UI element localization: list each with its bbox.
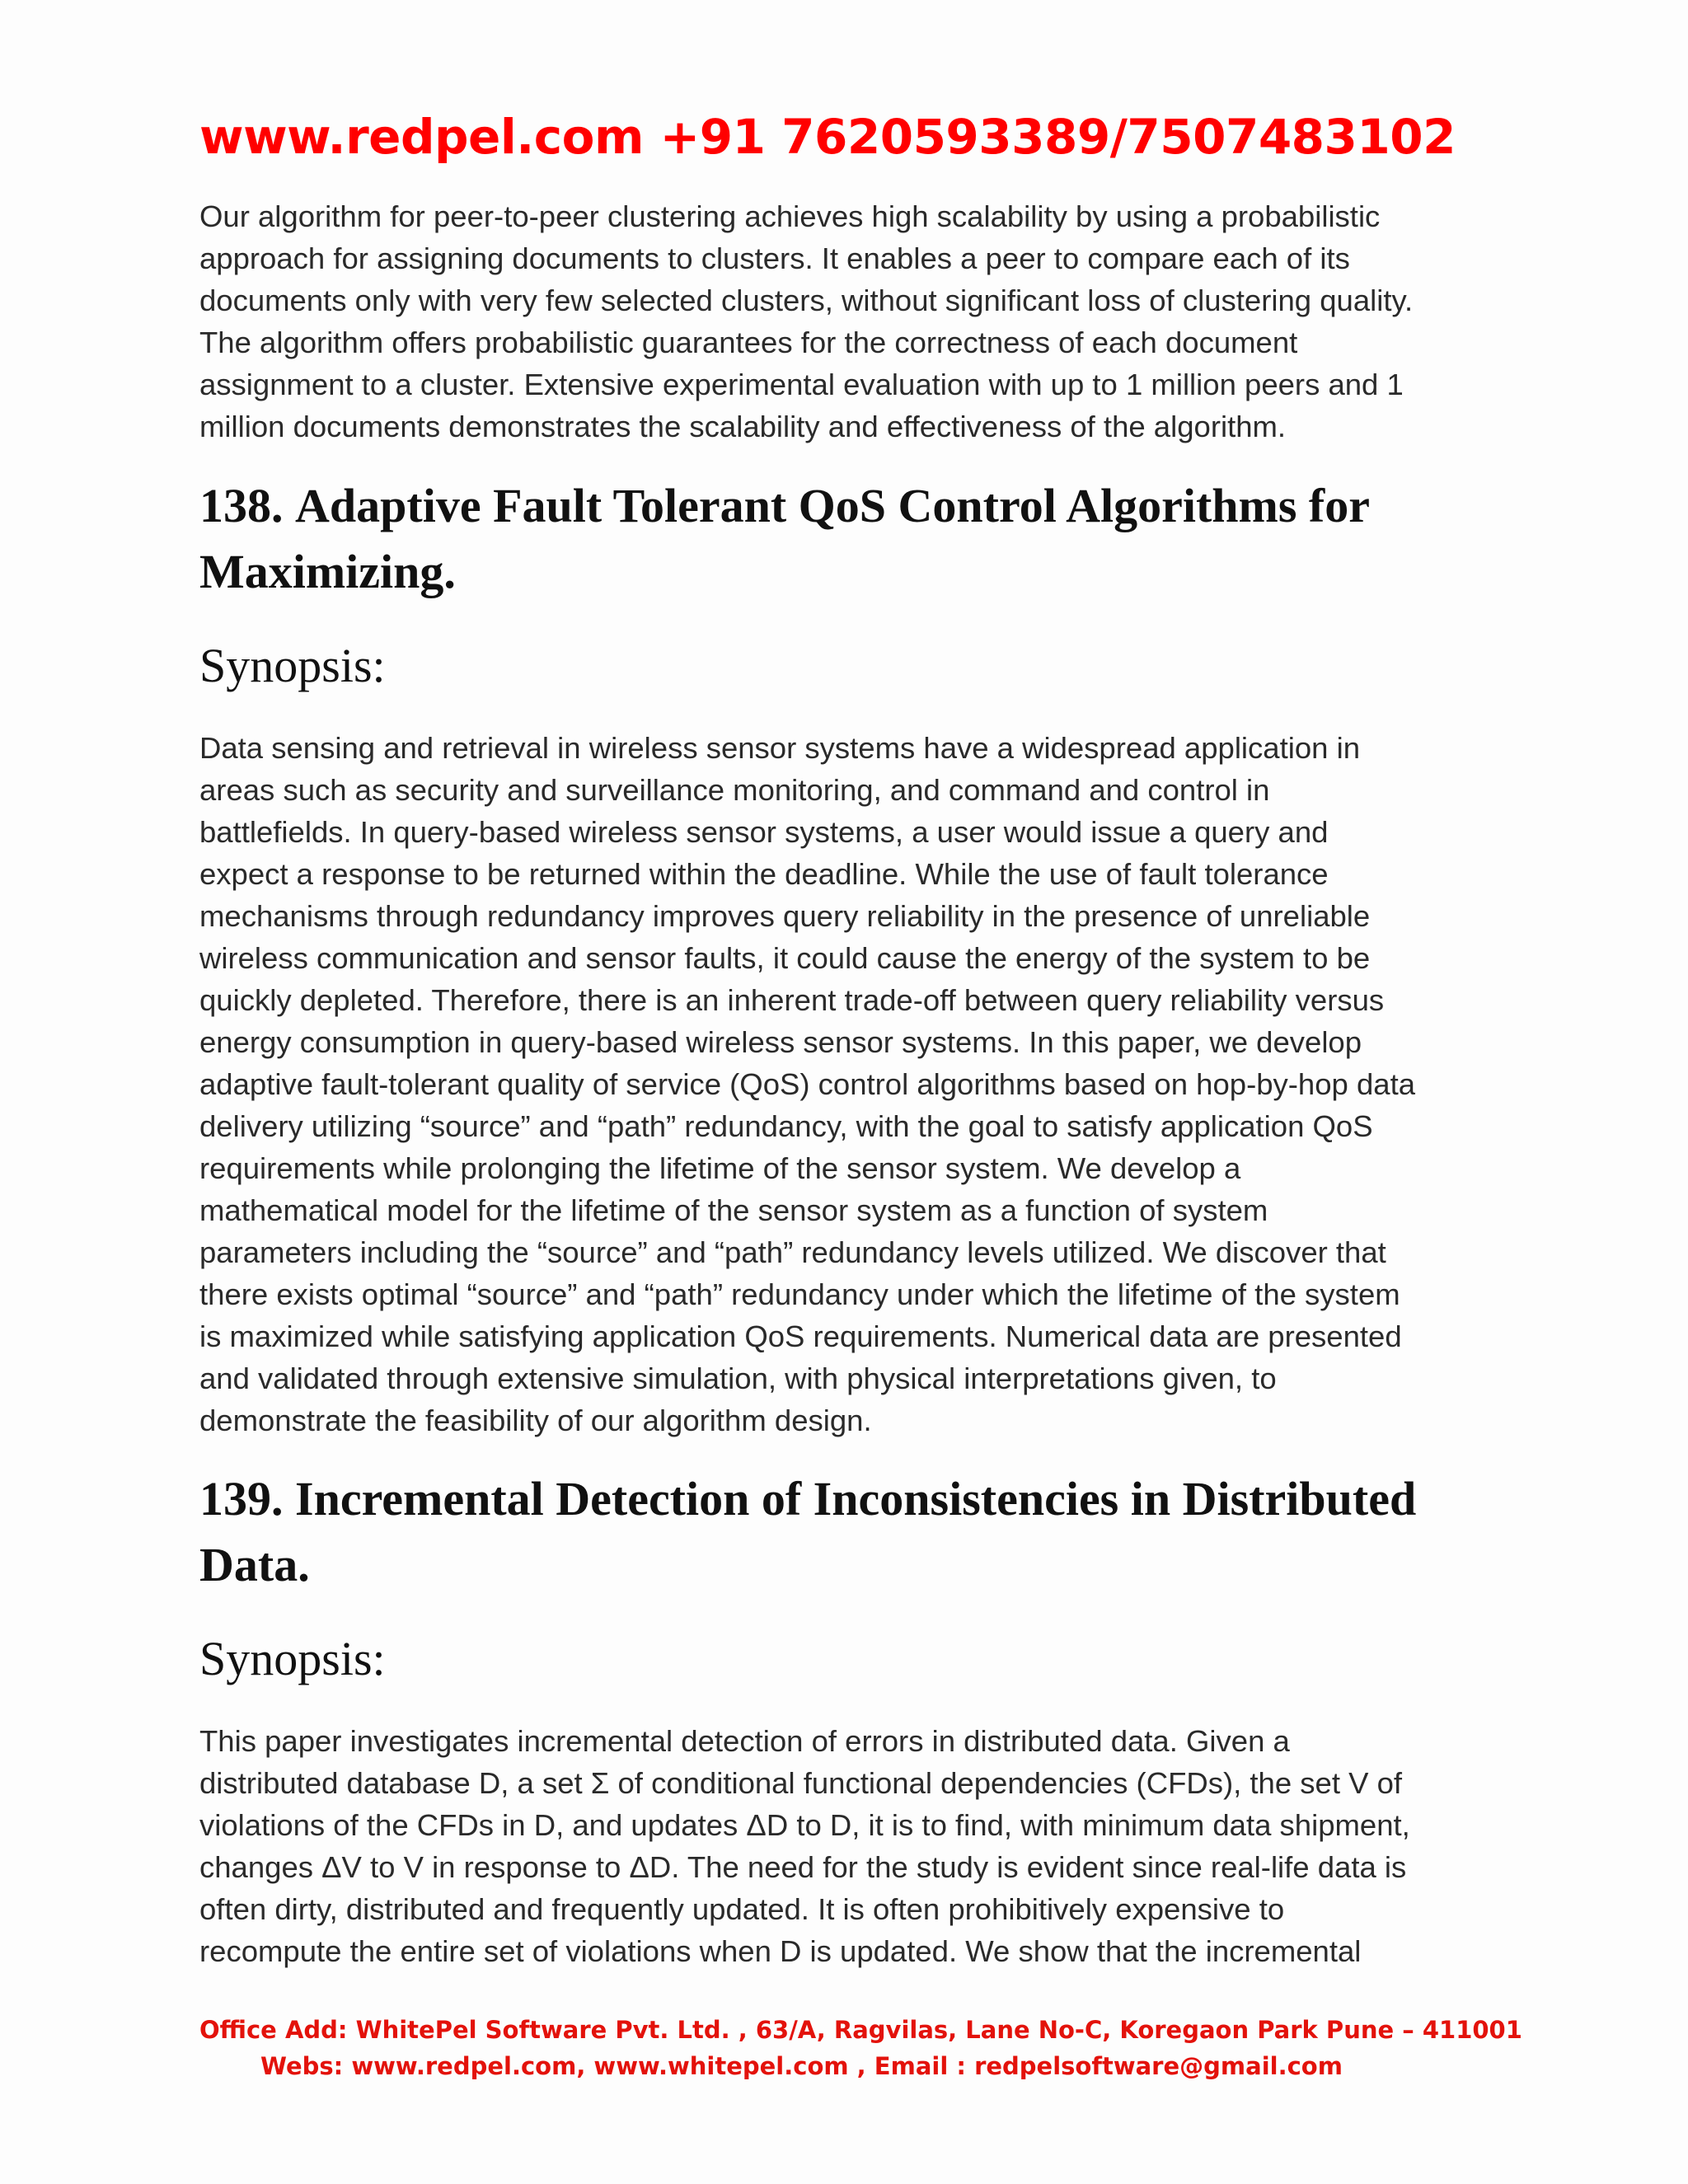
paragraph-line: changes ΔV to V in response to ΔD. The need for the study is evident since real-life data is (199, 1850, 1407, 1884)
heading-text: Adaptive Fault Tolerant QoS Control Algorithms for (295, 479, 1370, 532)
paragraph-line: assignment to a cluster. Extensive experimental evaluation with up to 1 million peers and 1 (199, 368, 1404, 401)
paragraph-line: violations of the CFDs in D, and updates ΔD to D, it is to find, with minimum data shipment, (199, 1808, 1410, 1842)
heading-text: Incremental Detection of Inconsistencies in Distributed (295, 1472, 1417, 1526)
paragraph-line: parameters including the “source” and “path” redundancy levels utilized. We discover that (199, 1235, 1386, 1269)
paragraph-line: requirements while prolonging the lifetime of the sensor system. We develop a (199, 1151, 1241, 1185)
section-heading-138 (199, 473, 1535, 605)
section-body-138 (199, 727, 1518, 1441)
paragraph-line: documents only with very few selected clusters, without significant loss of clustering quality. (199, 284, 1414, 317)
paragraph-line: mathematical model for the lifetime of the sensor system as a function of system (199, 1193, 1268, 1227)
section-number: 138. (199, 479, 284, 532)
heading-line: Data. (199, 1538, 310, 1591)
paragraph-line: often dirty, distributed and frequently updated. It is often prohibitively expensive to (199, 1892, 1285, 1926)
paragraph-line: recompute the entire set of violations when D is updated. We show that the incremental (199, 1934, 1362, 1968)
synopsis-label: Synopsis: (199, 639, 386, 692)
footer-office-address: Office Add: WhitePel Software Pvt. Ltd. , 63/A, Ragvilas, Lane No-C, Koregaon Park Pune – 411001 (199, 2016, 1522, 2044)
paragraph-line: and validated through extensive simulation, with physical interpretations given, to (199, 1361, 1277, 1395)
heading-line: Maximizing. (199, 545, 456, 598)
section-heading-139 (199, 1466, 1535, 1598)
paragraph-line: there exists optimal “source” and “path” redundancy under which the lifetime of the system (199, 1277, 1400, 1311)
paragraph-line: quickly depleted. Therefore, there is an inherent trade-off between query reliability versus (199, 983, 1385, 1017)
paragraph-line: Data sensing and retrieval in wireless sensor systems have a widespread application in (199, 731, 1360, 765)
paragraph-line: is maximized while satisfying application QoS requirements. Numerical data are presented (199, 1319, 1402, 1353)
paragraph-line: expect a response to be returned within the deadline. While the use of fault tolerance (199, 857, 1329, 891)
paragraph-line: demonstrate the feasibility of our algorithm design. (199, 1404, 872, 1437)
header-contact-line: www.redpel.com +91 7620593389/7507483102 (199, 109, 1456, 165)
paragraph-line: delivery utilizing “source” and “path” redundancy, with the goal to satisfy application QoS (199, 1109, 1373, 1143)
synopsis-label: Synopsis: (199, 1632, 386, 1685)
footer-web-links: Webs: www.redpel.com, www.whitepel.com , Email : redpelsoftware@gmail.com (260, 2052, 1343, 2080)
paragraph-line: energy consumption in query-based wireless sensor systems. In this paper, we develop (199, 1025, 1362, 1059)
section-number: 139. (199, 1472, 284, 1526)
paragraph-line: This paper investigates incremental detection of errors in distributed data. Given a (199, 1724, 1290, 1758)
section-body-139 (199, 1720, 1518, 1972)
heading-line (199, 473, 1535, 539)
paragraph-line: The algorithm offers probabilistic guarantees for the correctness of each document (199, 326, 1298, 359)
paragraph-line: battlefields. In query-based wireless sensor systems, a user would issue a query and (199, 815, 1329, 849)
paragraph-line: Our algorithm for peer-to-peer clustering achieves high scalability by using a probabilistic (199, 199, 1381, 233)
paragraph-line: wireless communication and sensor faults, it could cause the energy of the system to be (199, 941, 1371, 975)
paragraph-line: areas such as security and surveillance monitoring, and command and control in (199, 773, 1270, 807)
paragraph-line: million documents demonstrates the scalability and effectiveness of the algorithm. (199, 410, 1287, 443)
paragraph-line: mechanisms through redundancy improves query reliability in the presence of unreliable (199, 899, 1371, 933)
intro-paragraph (199, 195, 1518, 448)
paragraph-line: adaptive fault-tolerant quality of service (QoS) control algorithms based on hop-by-hop data (199, 1067, 1416, 1101)
paragraph-line: approach for assigning documents to clusters. It enables a peer to compare each of its (199, 241, 1350, 275)
heading-line (199, 1466, 1535, 1532)
paragraph-line: distributed database D, a set Σ of conditional functional dependencies (CFDs), the set V of (199, 1766, 1403, 1800)
